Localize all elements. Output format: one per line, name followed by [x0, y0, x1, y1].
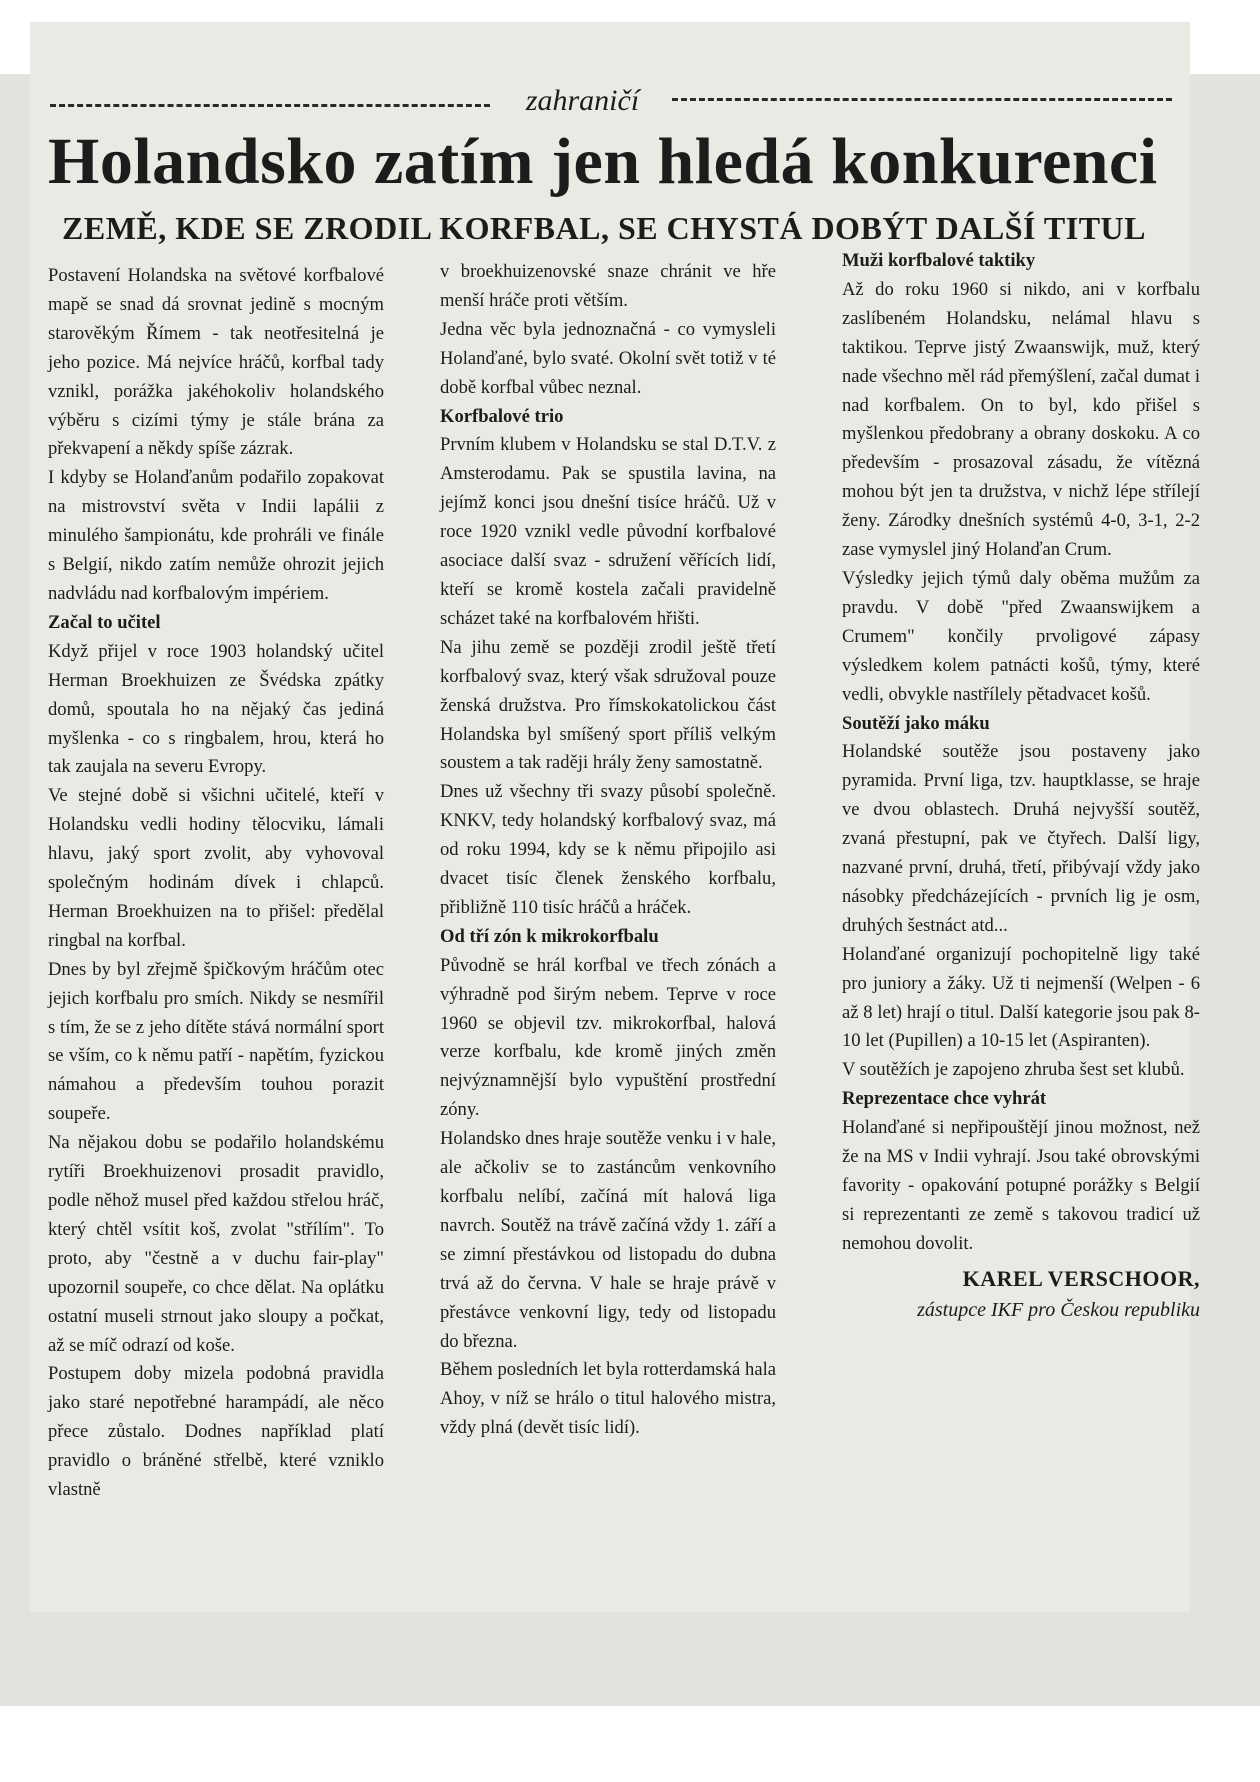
section-rule-right [672, 98, 1172, 101]
paragraph: Holandské soutěže jsou postaveny jako pyramida. První liga, tzv. hauptklasse, se hraje ve dvou oblastech. Druhá nejvyšší soutěž, zvaná přestupní, pak ve čtyřech. Další ligy, nazvané první, druhá, třetí, přibývají vždy jako násobky předcházejících - prvních lig je osm, druhých šestnáct atd... [842, 741, 1200, 936]
paragraph: Až do roku 1960 si nikdo, ani v korfbalu zaslíbeném Holandsku, nelámal hlavu s taktikou. Teprve jistý Zwaanswijk, muž, který nade všechno měl rád přemýšlení, začal dumat i nad korfbalem. On to byl, kdo přišel s myšlenkou předobrany a obrany doskoku. A co především - prosazoval zásadu, že vítězná mohou být jen ta družstva, v nichž lépe střílejí ženy. Zárodky dnešních systémů 4-0, 3-1, 2-2 zase vymyslel jiný Holanďan Crum. [842, 278, 1200, 561]
headline: Holandsko zatím jen hledá konkurenci [48, 125, 1158, 198]
subheading: Od tří zón k mikrokorfbalu [440, 925, 659, 947]
paragraph: V soutěžích je zapojeno zhruba šest set klubů. [842, 1059, 1185, 1081]
author-name: KAREL VERSCHOOR, [962, 1265, 1200, 1291]
paragraph: Jedna věc byla jednoznačná - co vymysleli Holanďané, bylo svaté. Okolní svět totiž v té době korfbal vůbec neznal. [440, 318, 776, 398]
paragraph: Holandsko dnes hraje soutěže venku i v hale, ale ačkoliv se to zastáncům venkovního korfbalu nelíbí, začíná mít halová liga navrch. Soutěž na trávě začíná vždy 1. září a se zimní přestávkou od listopadu do dubna trvá až do června. V hale se hraje právě v přestávce venkovní ligy, tedy od listopadu do března. [440, 1128, 776, 1352]
paragraph: Na nějakou dobu se podařilo holandskému rytíři Broekhuizenovi prosadit pravidlo, podle něhož musel před každou střelou hráč, který chtěl vsítit koš, zvolat "střílím". To proto, aby "čestně a v duchu fair-play" upozornil soupeře, co chce dělat. Na oplátku ostatní museli strnout jako sloupy a počkat, až se míč odrazí od koše. [48, 1132, 384, 1356]
author-role: zástupce IKF pro Českou republiku [917, 1298, 1200, 1321]
paragraph: Během posledních let byla rotterdamská hala Ahoy, v níž se hrálo o titul halového mistra, vždy plná (devět tisíc lidí). [440, 1359, 776, 1439]
article-column-3 [842, 247, 1200, 1325]
paragraph: Holanďané organizují pochopitelně ligy také pro juniory a žáky. Už ti nejmenší (Welpen - 6 až 8 let) hrají o titul. Další kategorie jsou pak 8-10 let (Pupillen) a 10-15 let (Aspiranten). [842, 943, 1200, 1052]
paragraph: Dnes už všechny tři svazy působí společně. KNKV, tedy holandský korfbalový svaz, má od roku 1994, kdy se k němu připojilo asi dvacet tisíc členek ženského korfbalu, přibližně 110 tisíc hráčů a hráček. [440, 781, 776, 918]
subheadline: ZEMĚ, KDE SE ZRODIL KORFBAL, SE CHYSTÁ DOBÝT DALŠÍ TITUL [62, 210, 1146, 246]
subheading: Začal to učitel [48, 611, 161, 633]
paragraph: Výsledky jejich týmů daly oběma mužům za pravdu. V době "před Zwaanswijkem a Crumem" končily prvoligové zápasy výsledkem kolem patnácti košů, týmy, které vedli, obvykle nastřílely pětadvacet košů. [842, 567, 1200, 705]
paragraph: Dnes by byl zřejmě špičkovým hráčům otec jejich korfbalu pro smích. Nikdy se nesmířil s tím, že se z jeho dítěte stává normální sport se vším, co k němu patří - napětím, fyzickou námahou a především touhou porazit soupeře. [48, 958, 384, 1125]
paragraph: I kdyby se Holanďanům podařilo zopakovat na mistrovství světa v Indii lapálii z minulého šampionátu, kde prohráli ve finále s Belgií, nikdo zatím nemůže ohrozit jejich nadvládu nad korfbalovým impériem. [48, 467, 384, 604]
subheading: Soutěží jako máku [842, 712, 990, 734]
paragraph: Holanďané si nepřipouštějí jinou možnost, než že na MS v Indii vyhrají. Jsou také obrovskými favority - opakování potupné porážky s Belgií si reprezentanti ze země s takovou tradicí už nemohou dovolit. [842, 1117, 1200, 1254]
section-label: zahraničí [525, 84, 640, 117]
author-signature [842, 1263, 1200, 1325]
paragraph: Prvním klubem v Holandsku se stal D.T.V. z Amsterodamu. Pak se spustila lavina, na jejímž konci jsou dnešní tisíce hráčů. Už v roce 1920 vznikl vedle původní korfbalové asociace další svaz - sdružení věřících lidí, kteří se kromě kostela začali pravidelně scházet také na korfbalovém hřišti. [440, 434, 776, 629]
paragraph: v broekhuizenovské snaze chránit ve hře menší hráče proti větším. [440, 261, 776, 311]
article-column-1 [48, 262, 384, 1505]
paragraph: Na jihu země se později zrodil ještě třetí korfbalový svaz, který však sdružoval pouze ženská družstva. Pro římskokatolickou část Holandska byl smíšený sport příliš velkým soustem a tak raději hrály ženy samostatně. [440, 636, 776, 774]
subheading: Reprezentace chce vyhrát [842, 1088, 1047, 1110]
subheading: Korfbalové trio [440, 405, 564, 427]
section-rule-left [50, 104, 490, 107]
subheading: Muži korfbalové taktiky [842, 250, 1036, 271]
paragraph: Postupem doby mizela podobná pravidla jako staré nepotřebné harampádí, ale něco přece zůstalo. Dodnes například platí pravidlo o bráněné střelbě, které vzniklo vlastně [48, 1363, 384, 1501]
paragraph: Ve stejné době si všichni učitelé, kteří v Holandsku vedli hodiny tělocviku, lámali hlavu, jaký sport zvolit, aby vyhovoval společným hodinám dívek i chlapců. Herman Broekhuizen na to přišel: předělal ringbal na korfbal. [48, 785, 384, 951]
paragraph: Postavení Holandska na světové korfbalové mapě se snad dá srovnat jedině s mocným starověkým Římem - tak neotřesitelná je jeho pozice. Má nejvíce hráčů, korfbal tady vznikl, porážka jakéhokoliv holandského výběru s cizími týmy je stále brána za překvapení a někdy spíše zázrak. [48, 265, 384, 460]
paragraph: Původně se hrál korfbal ve třech zónách a výhradně pod širým nebem. Teprve v roce 1960 se objevil tzv. mikrokorfbal, halová verze korfbalu, kde kromě jiných změn nejvýznamnější bylo vypuštění prostřední zóny. [440, 954, 776, 1121]
paragraph: Když přijel v roce 1903 holandský učitel Herman Broekhuizen ze Švédska zpátky domů, spoutala ho na nějaký čas jediná myšlenka - co s ringbalem, hrou, která ho tak zaujala na severu Evropy. [48, 640, 384, 778]
article-column-2 [440, 258, 776, 1443]
